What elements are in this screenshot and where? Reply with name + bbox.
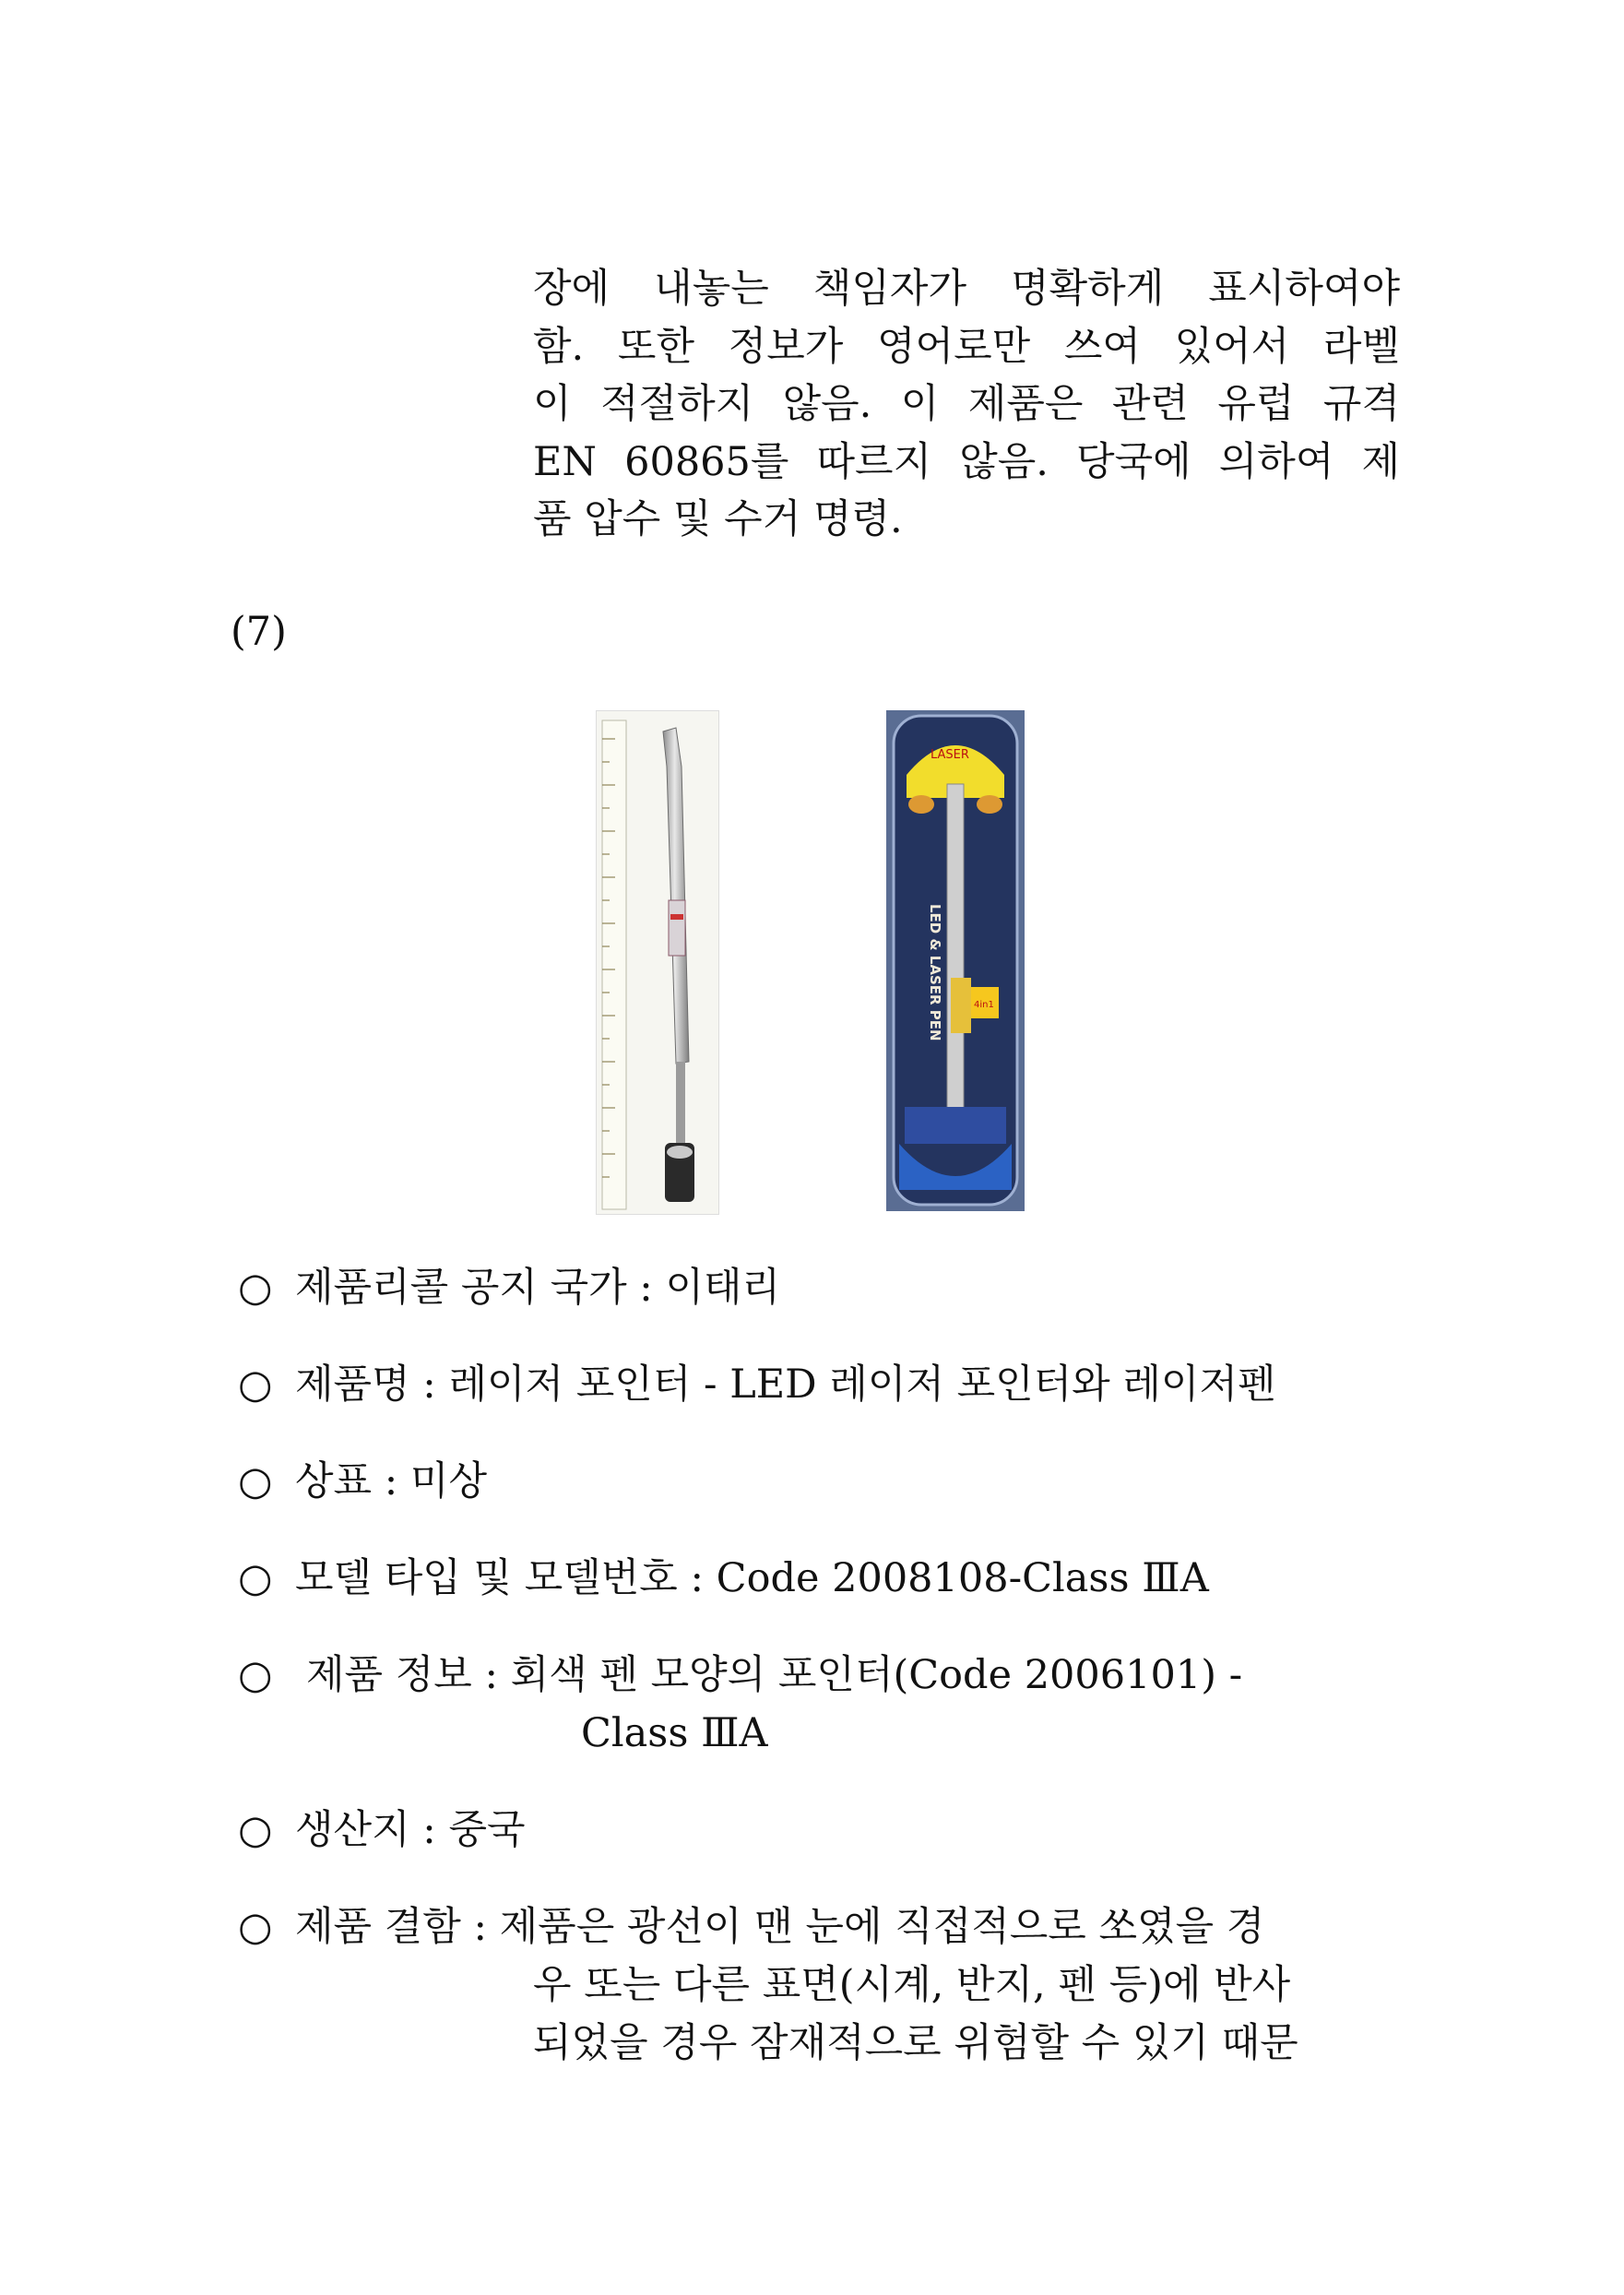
bullet-text: 제품명 : 레이저 포인터 - LED 레이저 포인터와 레이저펜 bbox=[295, 1362, 1276, 1408]
bullet-symbol: ○ bbox=[238, 1904, 273, 1950]
product-photo-pen bbox=[596, 710, 719, 1215]
bullet-symbol: ○ bbox=[238, 1807, 273, 1853]
pen-illustration bbox=[597, 711, 718, 1214]
product-info-continuation: Class ⅢA bbox=[581, 1710, 768, 1756]
intro-paragraph bbox=[533, 260, 1400, 549]
package-badge-text: 4in1 bbox=[974, 1000, 994, 1010]
intro-line: 품 압수 및 수거 명령. bbox=[533, 496, 903, 542]
product-photo-package bbox=[886, 710, 1025, 1211]
package-top-text: LASER bbox=[931, 748, 969, 762]
bullet-text: 제품 결함 : 제품은 광선이 맨 눈에 직접적으로 쏘였을 경 bbox=[295, 1904, 1265, 1950]
intro-line: 함. 또한 정보가 영어로만 쓰여 있어서 라벨 bbox=[533, 323, 1400, 370]
bullet-symbol: ○ bbox=[238, 1652, 273, 1698]
section-number: (7) bbox=[231, 609, 287, 655]
intro-line: 이 적절하지 않음. 이 제품은 관련 유럽 규격 bbox=[533, 381, 1400, 427]
bullet-symbol: ○ bbox=[238, 1555, 273, 1601]
bullet-symbol: ○ bbox=[238, 1362, 273, 1408]
intro-line: EN 60865를 따르지 않음. 당국에 의하여 제 bbox=[533, 438, 1400, 485]
defect-continuation-line: 우 또는 다른 표면(시계, 반지, 펜 등)에 반사 bbox=[533, 1962, 1291, 2008]
package-brand-text: LED & LASER PEN bbox=[927, 904, 943, 1041]
defect-continuation-line: 되었을 경우 잠재적으로 위험할 수 있기 때문 bbox=[533, 2020, 1298, 2066]
package-illustration bbox=[886, 710, 1025, 1211]
bullet-text: 제품리콜 공지 국가 : 이태리 bbox=[295, 1265, 781, 1311]
intro-line: 장에 내놓는 책임자가 명확하게 표시하여야 bbox=[533, 266, 1400, 312]
bullet-text: 제품 정보 : 회색 펜 모양의 포인터(Code 2006101) - bbox=[306, 1652, 1243, 1698]
bullet-text: 생산지 : 중국 bbox=[295, 1807, 526, 1853]
bullet-text: 상표 : 미상 bbox=[295, 1458, 487, 1504]
bullet-symbol: ○ bbox=[238, 1458, 273, 1504]
bullet-symbol: ○ bbox=[238, 1265, 273, 1311]
bullet-text: 모델 타입 및 모델번호 : Code 2008108-Class ⅢA bbox=[295, 1555, 1209, 1601]
